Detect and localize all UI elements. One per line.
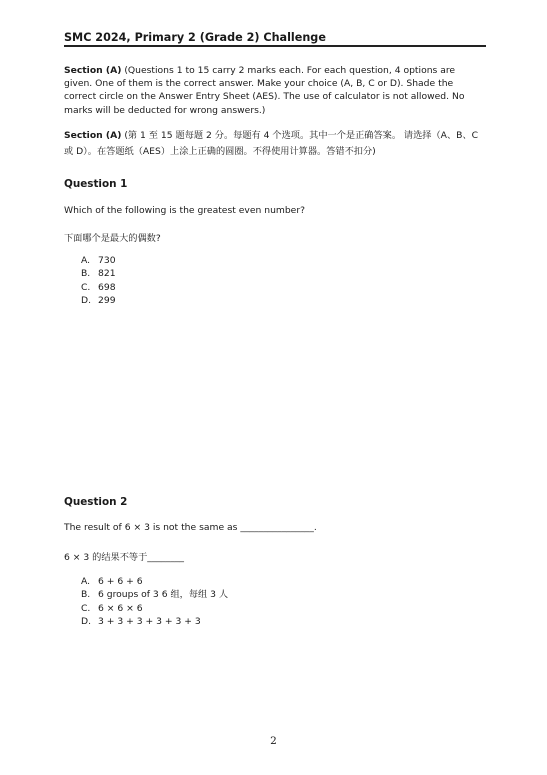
header-divider: [64, 45, 486, 47]
section-instructions-text-cn: (第 1 至 15 题每题 2 分。每题有 4 个选项。其中一个是正确答案。 请选择（A、B、C 或 D）。在答题纸（AES）上涂上正确的圆圈。不得使用计算器。答错不扣分): [64, 130, 479, 157]
option-letter: A.: [81, 255, 91, 266]
section-label: Section (A): [64, 65, 122, 76]
option-b: [81, 588, 228, 601]
question-1-options: [81, 254, 116, 307]
question-1-heading: Question 1: [64, 178, 128, 190]
option-letter: D.: [81, 615, 91, 627]
section-a-instructions-en: [64, 64, 486, 117]
question-2-options: [81, 575, 228, 628]
option-c: [81, 602, 228, 615]
option-text: 6 + 6 + 6: [98, 576, 143, 587]
question-2-text-cn: 6 × 3 的结果不等于________: [64, 552, 185, 563]
option-letter: D.: [81, 294, 91, 306]
question-1-text-en: Which of the following is the greatest even number?: [64, 205, 305, 216]
option-letter: C.: [81, 602, 91, 614]
option-letter: C.: [81, 281, 91, 293]
question-2-text-en: The result of 6 × 3 is not the same as ________________.: [64, 522, 317, 533]
option-letter: B.: [81, 268, 91, 280]
option-a: [81, 254, 116, 267]
option-text: 3 + 3 + 3 + 3 + 3 + 3: [98, 615, 201, 627]
section-label-cn: Section (A): [64, 130, 122, 141]
option-a: [81, 575, 228, 588]
question-1-text-cn: 下面哪个是最大的偶数?: [64, 233, 161, 244]
question-2-heading: Question 2: [64, 496, 128, 508]
section-instructions-text: (Questions 1 to 15 carry 2 marks each. For each question, 4 options are given. One of them is the correct answer. Make your choice (A, B, C or D). Shade the correct circle on the Answer Entry Sheet (AES). The use of calculator is not allowed. No marks will be deducted for wrong answers.): [64, 65, 465, 116]
option-d: [81, 615, 228, 628]
option-text: 6 × 6 × 6: [98, 602, 143, 614]
option-letter: A.: [81, 576, 91, 587]
page-number: 2: [270, 735, 277, 747]
section-a-instructions-cn: [64, 128, 486, 160]
option-text: 821: [98, 268, 116, 280]
option-letter: B.: [81, 589, 91, 601]
option-text: 730: [98, 255, 116, 266]
option-text: 299: [98, 294, 116, 306]
option-c: [81, 281, 116, 294]
option-text: 6 groups of 3 6 组，每组 3 人: [98, 589, 229, 601]
option-d: [81, 294, 116, 307]
option-b: [81, 267, 116, 280]
option-text: 698: [98, 281, 116, 293]
page-header-title: SMC 2024, Primary 2 (Grade 2) Challenge: [64, 31, 326, 44]
